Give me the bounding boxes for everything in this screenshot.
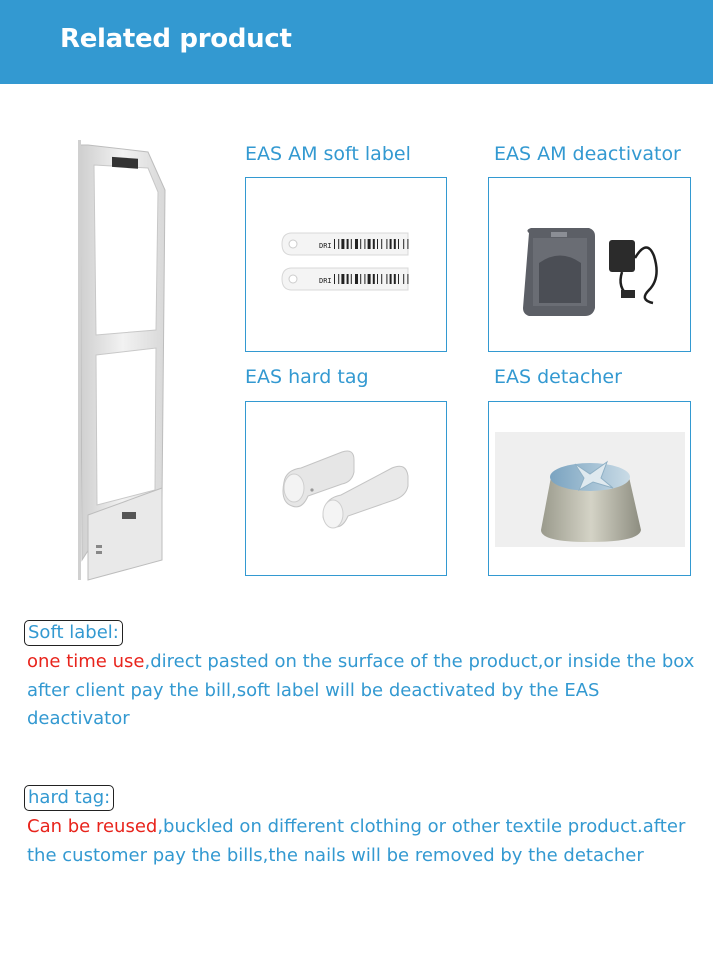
- product-title-deactivator: EAS AM deactivator: [494, 143, 681, 165]
- svg-text:DRI: DRI: [319, 242, 332, 250]
- svg-text:DRI: DRI: [319, 277, 332, 285]
- soft-label-highlight: one time use: [27, 651, 145, 672]
- product-card-detacher[interactable]: [488, 401, 691, 576]
- soft-label-description-text: ,direct pasted on the surface of the product,or inside the box after client pay the bill,soft label will be deactivated by the EAS deactivator: [27, 651, 695, 729]
- hard-tag-description-text: ,buckled on different clothing or other textile product.after the customer pay the bills,the nails will be removed by the detacher: [27, 816, 686, 866]
- hard-tag-highlight: Can be reused: [27, 816, 158, 837]
- deactivator-image: [489, 178, 691, 352]
- soft-label-heading: Soft label:: [24, 620, 123, 646]
- detacher-image: [489, 402, 691, 576]
- hard-tag-heading: hard tag:: [24, 785, 114, 811]
- hard-tag-image: [246, 402, 447, 576]
- product-card-deactivator[interactable]: [488, 177, 691, 352]
- soft-label-description: [27, 648, 699, 734]
- product-title-detacher: EAS detacher: [494, 366, 622, 388]
- eas-gate-image: [70, 140, 180, 590]
- product-title-soft-label: EAS AM soft label: [245, 143, 411, 165]
- soft-label-image: [246, 178, 447, 352]
- product-title-hard-tag: EAS hard tag: [245, 366, 369, 388]
- hard-tag-description: [27, 813, 699, 870]
- page-header: [0, 0, 713, 84]
- product-card-hard-tag[interactable]: [245, 401, 447, 576]
- page-title: Related product: [60, 24, 292, 54]
- product-card-soft-label[interactable]: [245, 177, 447, 352]
